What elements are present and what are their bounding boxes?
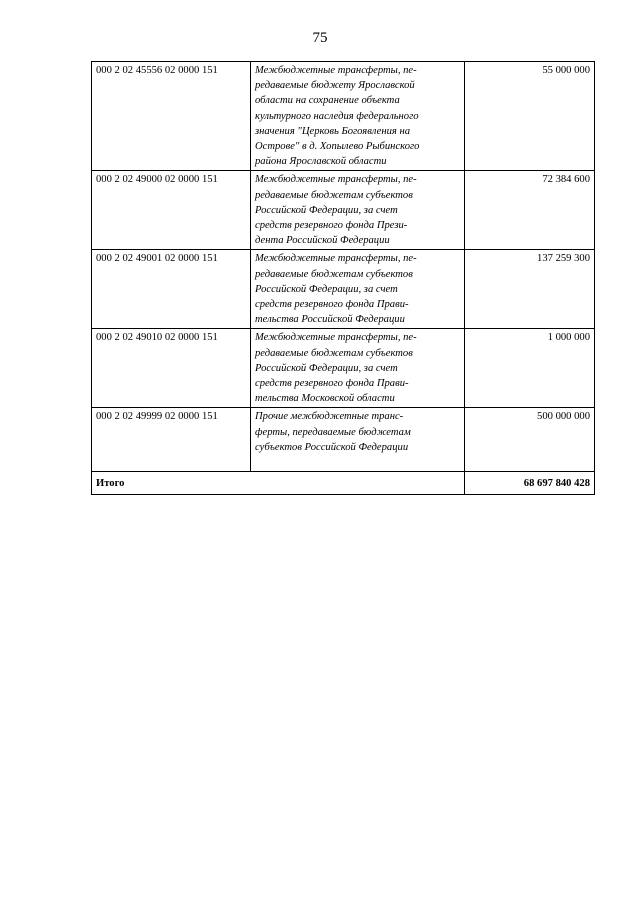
description-line: редаваемые бюджетам субъектов bbox=[255, 268, 413, 280]
amount-cell: 137 259 300 bbox=[465, 250, 595, 329]
budget-code-cell: 000 2 02 49000 02 0000 151 bbox=[92, 171, 251, 250]
table-row bbox=[92, 408, 595, 472]
description-line bbox=[255, 455, 460, 470]
description-cell bbox=[251, 408, 465, 472]
description-line: тельства Российской Федерации bbox=[255, 314, 405, 326]
total-row bbox=[92, 472, 595, 495]
amount-cell: 500 000 000 bbox=[465, 408, 595, 472]
description-line: Межбюджетные трансферты, пе- bbox=[255, 332, 417, 344]
amount-cell: 1 000 000 bbox=[465, 329, 595, 408]
budget-code-cell: 000 2 02 45556 02 0000 151 bbox=[92, 62, 251, 171]
description-line: Российской Федерации, за счет bbox=[255, 362, 398, 374]
description-line: редаваемые бюджетам субъектов bbox=[255, 347, 413, 359]
budget-code-cell: 000 2 02 49999 02 0000 151 bbox=[92, 408, 251, 472]
description-line: культурного наследия федерального bbox=[255, 110, 419, 122]
description-line: субъектов Российской Федерации bbox=[255, 441, 409, 453]
description-line: редаваемые бюджету Ярославской bbox=[255, 80, 415, 92]
total-label: Итого bbox=[92, 472, 465, 495]
description-cell bbox=[251, 250, 465, 329]
description-line: Межбюджетные трансферты, пе- bbox=[255, 65, 417, 76]
description-line: ферты, передаваемые бюджетам bbox=[255, 426, 411, 438]
description-line: района Ярославской области bbox=[255, 156, 387, 168]
description-line: Межбюджетные трансферты, пе- bbox=[255, 253, 417, 265]
description-line: дента Российской Федерации bbox=[255, 235, 390, 247]
description-line: Прочие межбюджетные транс- bbox=[255, 411, 404, 423]
description-cell bbox=[251, 171, 465, 250]
description-line: редаваемые бюджетам субъектов bbox=[255, 189, 413, 201]
description-line: значения "Церковь Богоявления на bbox=[255, 125, 411, 137]
description-line: Острове" в д. Хопылево Рыбинского bbox=[255, 141, 420, 153]
description-line: области на сохранение объекта bbox=[255, 95, 400, 107]
table-row bbox=[92, 329, 595, 408]
table-body bbox=[92, 62, 595, 495]
description-line: Российской Федерации, за счет bbox=[255, 283, 398, 295]
table-row bbox=[92, 250, 595, 329]
amount-cell: 55 000 000 bbox=[465, 62, 595, 171]
table-row bbox=[92, 171, 595, 250]
budget-code-cell: 000 2 02 49010 02 0000 151 bbox=[92, 329, 251, 408]
total-amount: 68 697 840 428 bbox=[465, 472, 595, 495]
table-row bbox=[92, 62, 595, 171]
budget-transfers-table bbox=[91, 61, 595, 495]
description-line: средств резервного фонда Прави- bbox=[255, 378, 409, 390]
description-line: средств резервного фонда Прави- bbox=[255, 299, 409, 311]
budget-code-cell: 000 2 02 49001 02 0000 151 bbox=[92, 250, 251, 329]
description-line: тельства Московской области bbox=[255, 393, 395, 405]
description-cell bbox=[251, 62, 465, 171]
description-line: Российской Федерации, за счет bbox=[255, 204, 398, 216]
page-number: 75 bbox=[312, 30, 328, 46]
description-line: Межбюджетные трансферты, пе- bbox=[255, 174, 417, 186]
amount-cell: 72 384 600 bbox=[465, 171, 595, 250]
description-cell bbox=[251, 329, 465, 408]
description-line: средств резервного фонда Прези- bbox=[255, 220, 408, 232]
